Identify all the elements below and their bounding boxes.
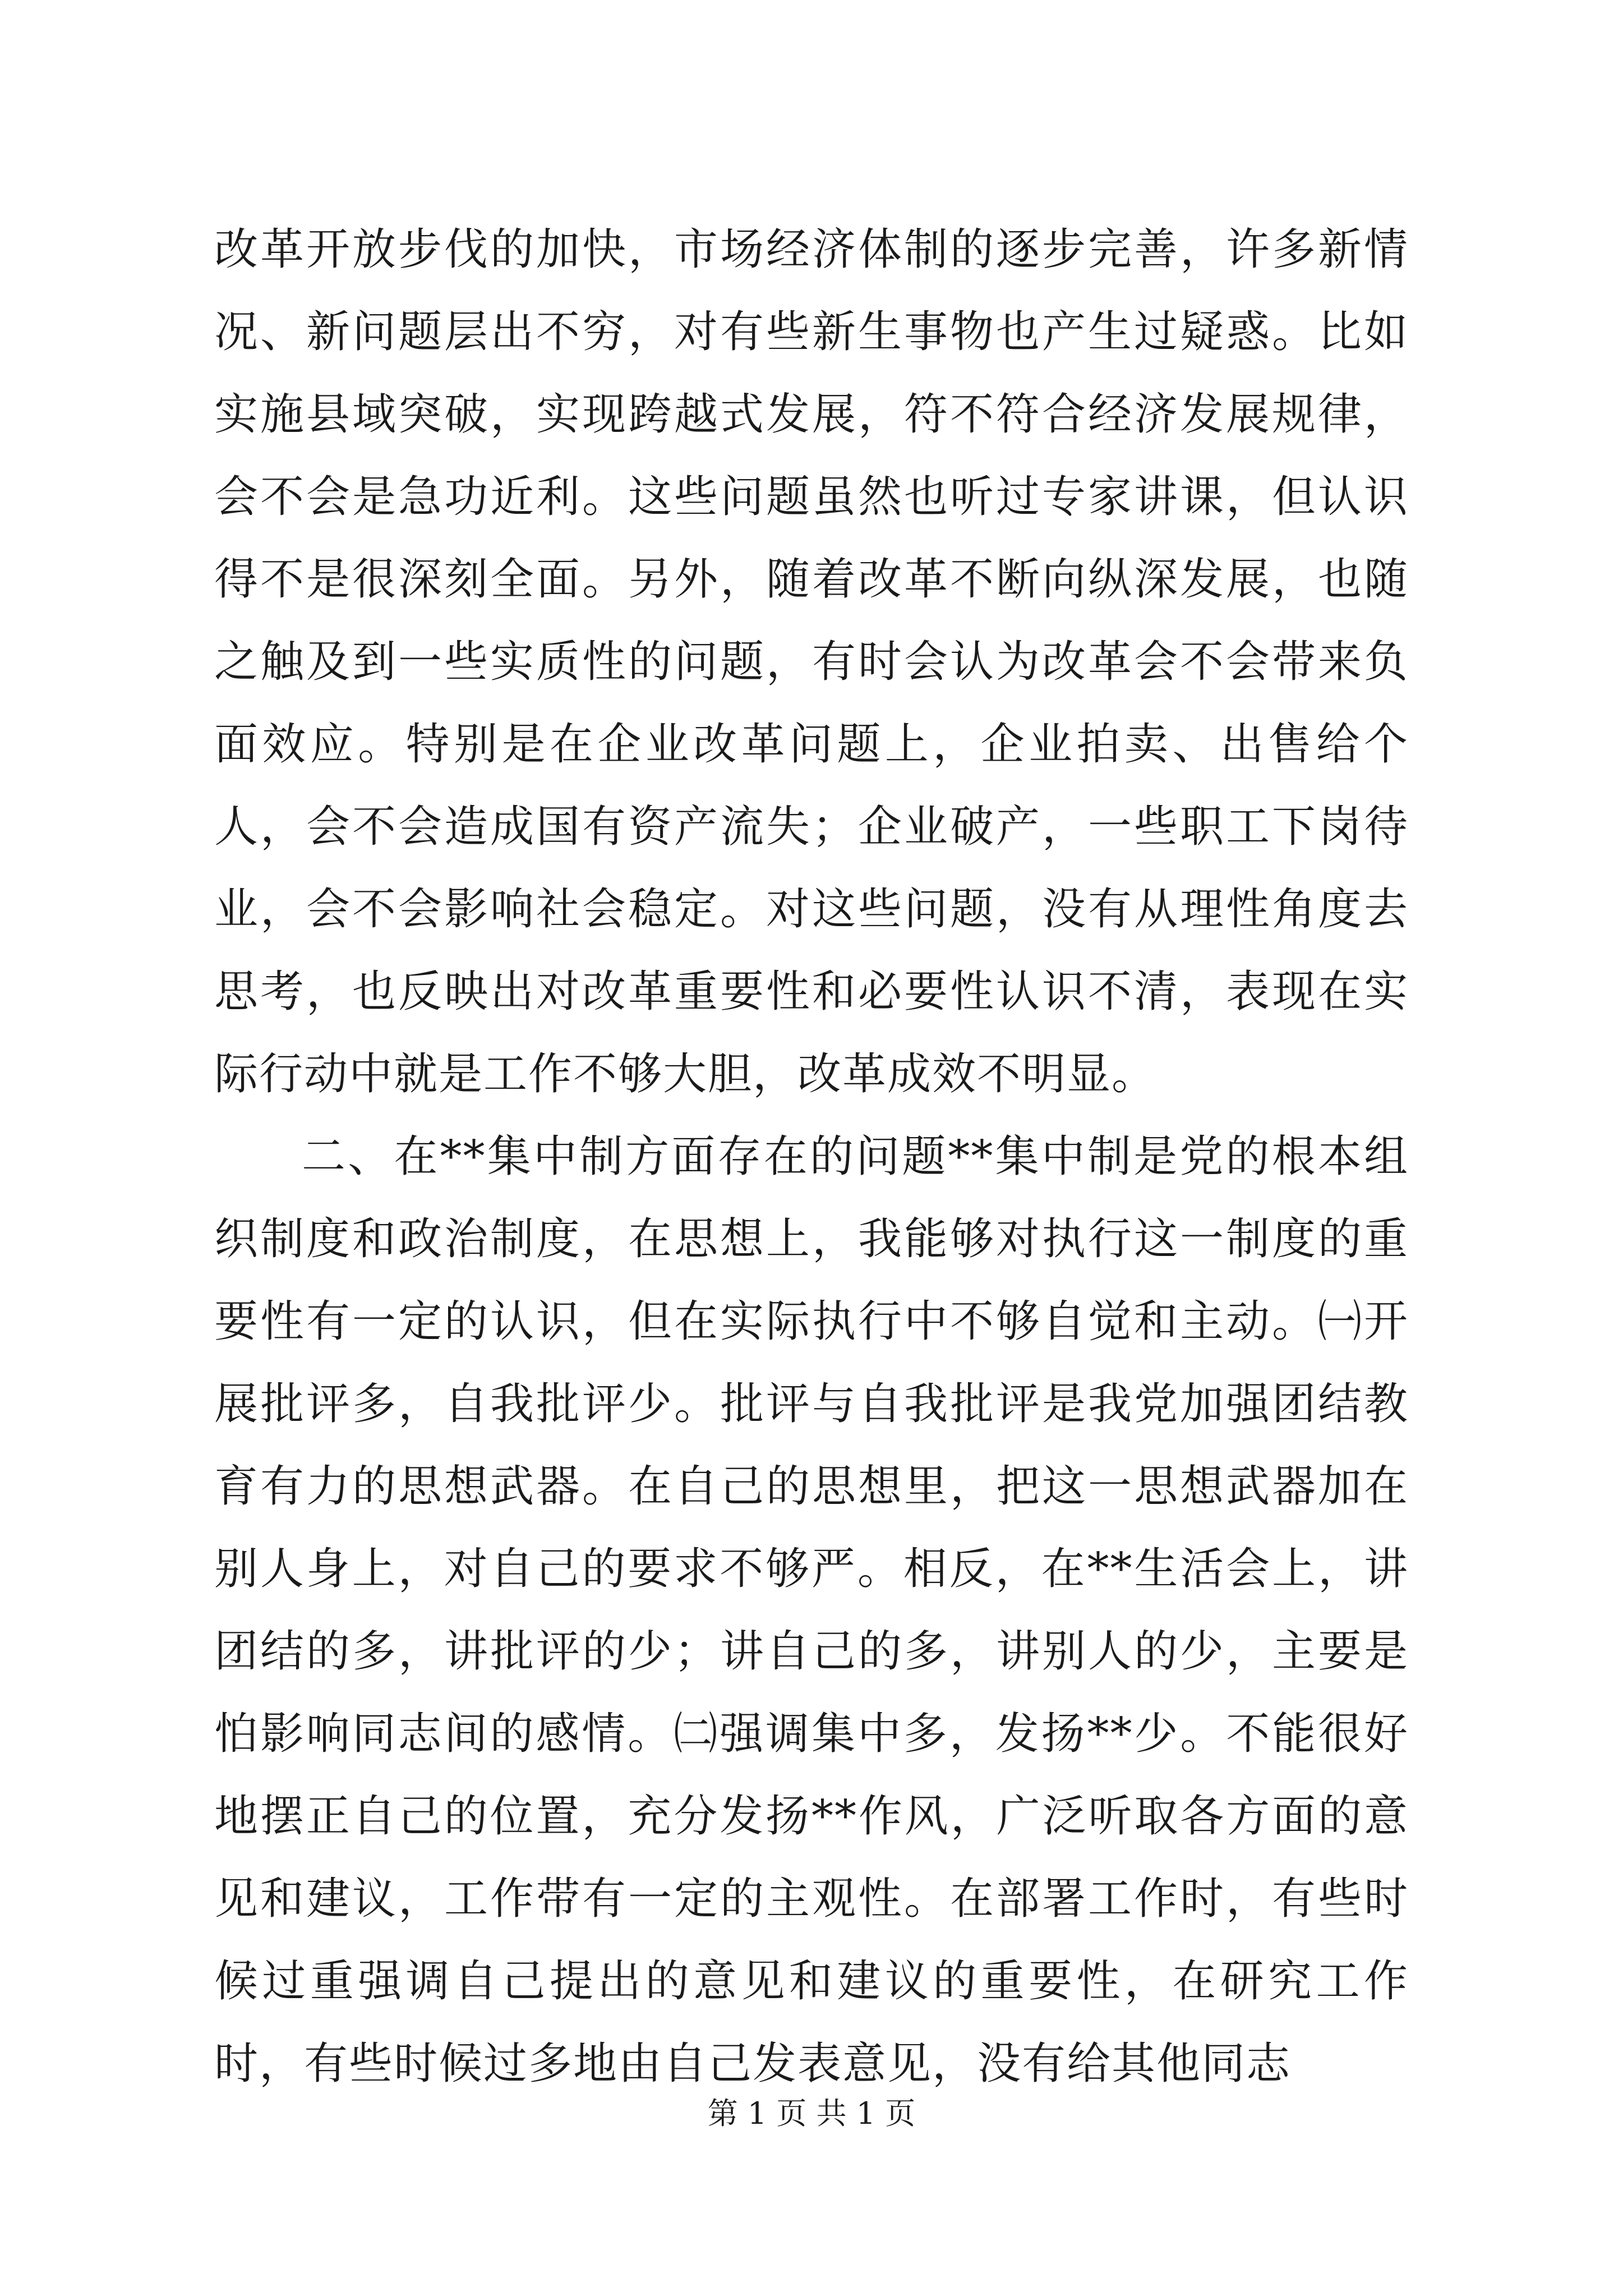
- paragraph-2: 二、在**集中制方面存在的问题**集中制是党的根本组织制度和政治制度，在思想上，我能够对执行这一制度的重要性有一定的认识，但在实际执行中不够自觉和主动。㈠开展批评多，自我批评少。批评与自我批评是我党加强团结教育有力的思想武器。在自己的思想里，把这一思想武器加在别人身上，对自己的要求不够严。相反，在**生活会上，讲团结的多，讲批评的少；讲自己的多，讲别人的少，主要是怕影响同志间的感情。㈡强调集中多，发扬**少。不能很好地摆正自己的位置，充分发扬**作风，广泛听取各方面的意见和建议，工作带有一定的主观性。在部署工作时，有些时候过重强调自己提出的意见和建议的重要性，在研究工作时，有些时候过多地由自己发表意见，没有给其他同志: [214, 1131, 1409, 2089]
- paragraph-1: 改革开放步伐的加快，市场经济体制的逐步完善，许多新情况、新问题层出不穷，对有些新生事物也产生过疑惑。比如实施县域突破，实现跨越式发展，符不符合经济发展规律，会不会是急功近利。这些问题虽然也听过专家讲课，但认识得不是很深刻全面。另外，随着改革不断向纵深发展，也随之触及到一些实质性的问题，有时会认为改革会不会带来负面效应。特别是在企业改革问题上，企业拍卖、出售给个人，会不会造成国有资产流失；企业破产，一些职工下岗待业，会不会影响社会稳定。对这些问题，没有从理性角度去思考，也反映出对改革重要性和必要性认识不清，表现在实际行动中就是工作不够大胆，改革成效不明显。: [214, 224, 1409, 1099]
- document-body: [214, 209, 1409, 2105]
- page-footer: 第 1 页 共 1 页: [707, 2096, 916, 2131]
